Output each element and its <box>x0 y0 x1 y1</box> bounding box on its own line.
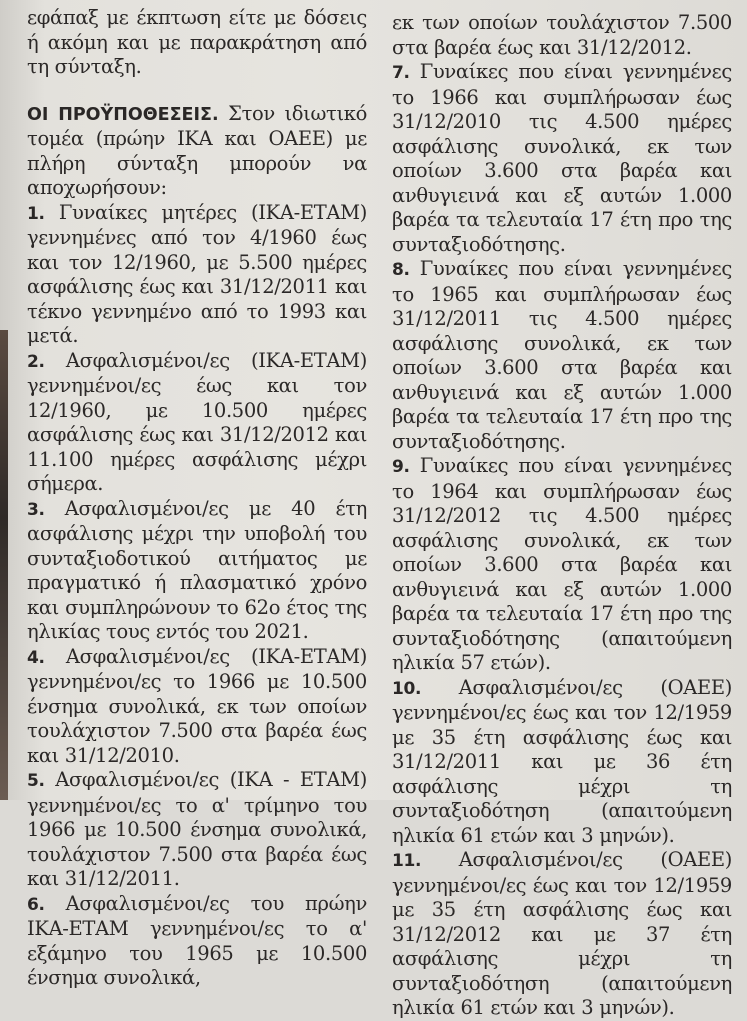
item-number: 5. <box>27 771 45 791</box>
item-text: Ασφαλισμένοι/ες (ΟΑΕΕ) γεννημένοι/ες έως και τον 12/1959 με 35 έτη ασφάλισης έως και 31/12/2011 και με 36 έτη ασφάλισης μέχρι τη συνταξιοδότηση (απαιτούμενη ηλικία 61 ετών και 3 μηνών). <box>392 675 732 847</box>
item-text: Ασφαλισμένοι/ες με 40 έτη ασφάλισης μέχρι την υποβολή του συνταξιοδοτικού αιτήματος με πραγματικό ή πλασματικό χρόνο και συμπληρώνουν το 62ο έτος της ηλικίας τους εντός του 2021. <box>27 496 367 643</box>
item-number: 4. <box>27 647 45 668</box>
list-item <box>27 497 367 645</box>
item-number: 6. <box>27 894 45 915</box>
item-text: Γυναίκες που είναι γεννημένες το 1964 και συμπλήρωσαν έως 31/12/2012 τις 4.500 ημέρες ασφάλισης συνολικά, εκ των οποίων 3.600 στα βαρέα και ανθυγιεινά και εξ αυτών 1.000 βαρέα τα τελευταία 17 έτη προ της συνταξιοδότησης (απαιτούμενη ηλικία 57 ετών). <box>392 454 732 674</box>
item-text: Ασφαλισμένοι/ες του πρώην ΙΚΑ-ΕΤΑΜ γεννημένοι/ες το α' εξάμηνο του 1965 με 10.500 ένσημα συνολικά, <box>27 891 367 989</box>
item-text: Γυναίκες που είναι γεννημένες το 1965 και συμπλήρωσαν έως 31/12/2011 τις 4.500 ημέρες ασφάλισης συνολικά, εκ των οποίων 3.600 στα βαρέα και ανθυγιεινά και εξ αυτών 1.000 βαρέα τα τελευταία 17 έτη προ της συνταξιοδότησης. <box>392 257 732 453</box>
background-edge <box>0 330 8 800</box>
item-text: Γυναίκες μητέρες (ΙΚΑ-ΕΤΑΜ) γεννημένες από τον 4/1960 έως και τον 12/1960, με 5.500 ημέρες ασφάλισης έως και 31/12/2011 και τέκνο γεννημένο από το 1993 και μετά. <box>27 200 367 347</box>
item-number: 7. <box>392 63 410 83</box>
list-item <box>27 349 367 497</box>
list-item <box>392 454 732 676</box>
item-text: Γυναίκες που είναι γεννημένες το 1966 και συμπλήρωσαν έως 31/12/2010 τις 4.500 ημέρες ασφάλισης συνολικά, εκ των οποίων 3.600 στα βαρέα και ανθυγιεινά και εξ αυτών 1.000 βαρέα τα τελευταία 17 έτη προ της συνταξιοδότησης. <box>392 60 732 256</box>
item-text: Ασφαλισμένοι/ες (ΟΑΕΕ) γεννημένοι/ες έως και τον 12/1959 με 35 έτη ασφάλισης έως και 31/12/2012 και με 37 έτη ασφάλισης μέχρι τη συνταξιοδότηση (απαιτούμενη ηλικία 61 ετών και 3 μηνών). <box>392 848 732 1019</box>
list-item <box>392 257 732 454</box>
item-number: 1. <box>27 203 45 224</box>
list-item <box>27 892 367 991</box>
item-text: Ασφαλισμένοι/ες (ΙΚΑ-ΕΤΑΜ) γεννημένοι/ες έως και τον 12/1960, με 10.500 ημέρες ασφάλισης έως και 31/12/2012 και 11.100 ημέρες ασφάλισης μέχρι σήμερα. <box>27 348 367 495</box>
list-item <box>392 676 732 849</box>
item-number: 8. <box>392 260 410 280</box>
list-item <box>392 60 732 257</box>
item-number: 2. <box>27 351 45 372</box>
list-item <box>392 848 732 1021</box>
item-number: 10. <box>392 678 422 699</box>
section-intro-text: Στον ιδιωτικό τομέα (πρώην ΙΚΑ και ΟΑΕΕ) με πλήρη σύνταξη μπορούν να αποχωρήσουν: <box>27 101 367 199</box>
item-text: Ασφαλισμένοι/ες (ΙΚΑ-ΕΤΑΜ) γεννημένοι/ες το 1966 με 10.500 ένσημα συνολικά, εκ των οποίων τουλάχιστον 7.500 στα βαρέα έως και 31/12/2010. <box>27 644 367 767</box>
item-text: Ασφαλισμένοι/ες (ΙΚΑ - ΕΤΑΜ) γεννημένοι/ες το α' τρίμηνο του 1966 με 10.500 ένσημα συνολικά, τουλάχιστον 7.500 στα βαρέα έως και 31/12/2011. <box>27 768 367 890</box>
list-item <box>27 768 367 892</box>
item-number: 9. <box>392 457 410 477</box>
left-column <box>27 6 367 991</box>
list-item <box>27 645 367 769</box>
right-column <box>392 11 732 1021</box>
section-heading: ΟΙ ΠΡΟΫΠΟΘΕΣΕΙΣ. <box>27 104 219 125</box>
item-number: 11. <box>392 851 422 871</box>
conditions-paragraph <box>27 102 367 201</box>
intro-paragraph: εφάπαξ με έκπτωση είτε με δόσεις ή ακόμη και με παρακράτηση από τη σύνταξη. <box>27 6 367 78</box>
paragraph-gap <box>27 80 367 102</box>
item-number: 3. <box>27 499 45 520</box>
list-item <box>27 201 367 349</box>
continuation-paragraph: εκ των οποίων τουλάχιστον 7.500 στα βαρέα έως και 31/12/2012. <box>392 11 732 59</box>
